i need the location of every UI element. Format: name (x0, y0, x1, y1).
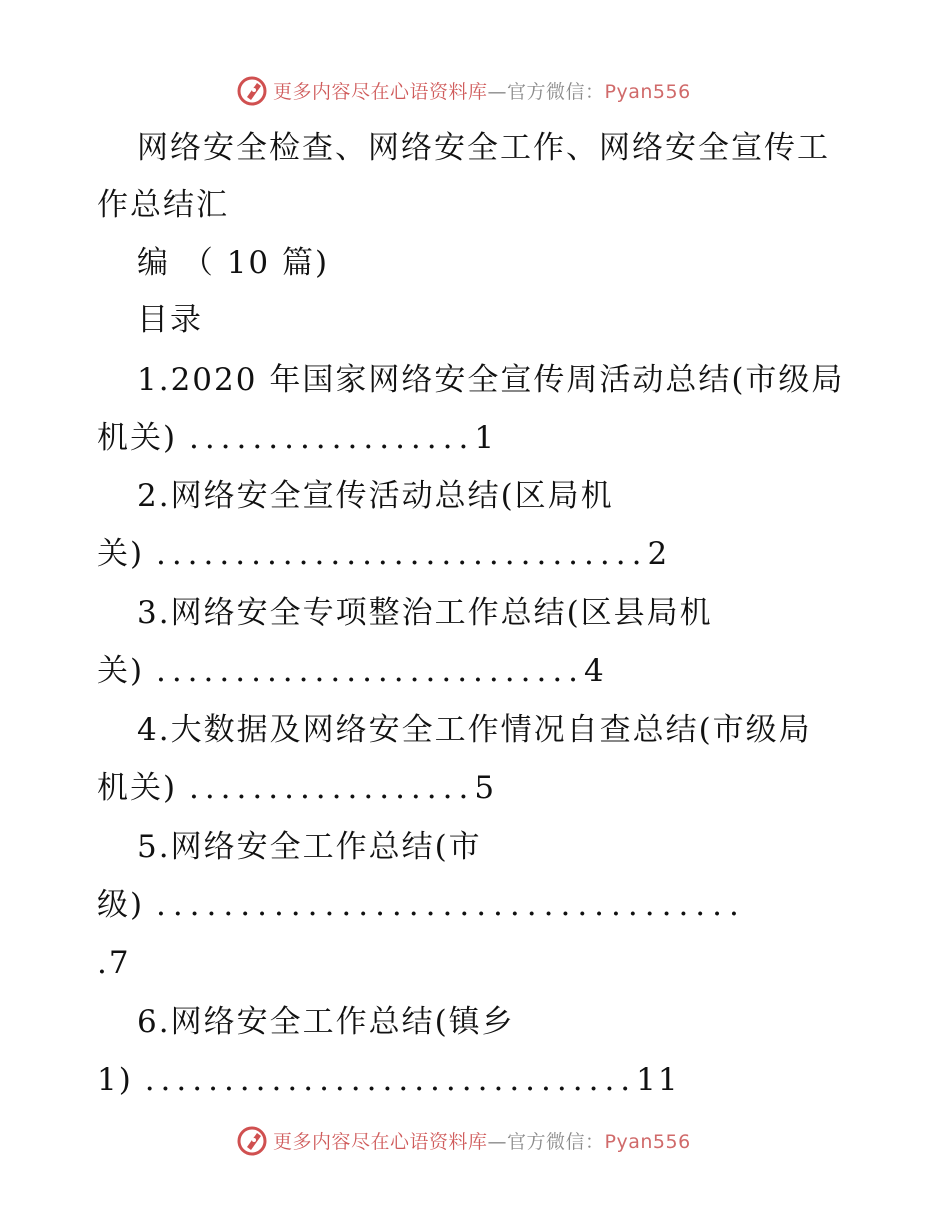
toc-page-number: 11 (636, 1062, 680, 1098)
doc-title-line-1: 网络安全检查、网络安全工作、网络安全宣传工 (137, 130, 830, 166)
toc-entry-1-title[interactable]: 1.2020 年国家网络安全宣传周活动总结(市级局 (137, 362, 845, 398)
toc-page-number: 1 (474, 420, 497, 456)
toc-heading: 目录 (137, 302, 203, 338)
toc-entry-4-title[interactable]: 4.大数据及网络安全工作情况自查总结(市级局 (137, 712, 812, 748)
watermark-text (273, 77, 691, 104)
toc-entry-3-title[interactable]: 3.网络安全专项整治工作总结(区县局机 (137, 595, 713, 631)
toc-entry-5-title[interactable]: 5.网络安全工作总结(市 (137, 829, 482, 865)
watermark-official: 官方微信： (507, 80, 605, 103)
watermark-header (235, 72, 691, 108)
toc-entry-6-tail[interactable]: 1) ...............................11 (97, 1062, 680, 1098)
watermark-dash: — (487, 80, 508, 103)
pen-nib-logo-icon (235, 1123, 269, 1157)
toc-page-number: 2 (647, 536, 670, 572)
doc-title-line-3: 编 （ 10 篇) (137, 245, 330, 281)
toc-entry-4-tail[interactable]: 机关) ..................5 (97, 770, 497, 806)
pen-nib-logo-icon (235, 73, 269, 107)
doc-title-line-2: 作总结汇 (97, 187, 229, 223)
toc-leader-dots: .................. (188, 420, 475, 456)
toc-entry-1-tail[interactable]: 机关) ..................1 (97, 420, 497, 456)
toc-leader-dots: ............................... (144, 1062, 637, 1098)
watermark-text (273, 1127, 691, 1154)
watermark-brand: Pyan556 (604, 80, 691, 103)
toc-leader-dots: ............................... (155, 536, 648, 572)
toc-page-number: 5 (474, 770, 497, 806)
toc-leader-dots: ........................... (155, 653, 585, 689)
watermark-brand: Pyan556 (604, 1130, 691, 1153)
toc-entry-2-tail[interactable]: 关) ...............................2 (97, 536, 670, 572)
toc-entry-6-title[interactable]: 6.网络安全工作总结(镇乡 (137, 1004, 515, 1040)
watermark-footer (235, 1122, 691, 1158)
toc-entry-5-page[interactable]: .7 (97, 945, 131, 981)
toc-entry-2-title[interactable]: 2.网络安全宣传活动总结(区局机 (137, 478, 614, 514)
watermark-main: 更多内容尽在心语资料库 (273, 1130, 488, 1153)
toc-leader-dots: .................. (188, 770, 475, 806)
watermark-dash: — (487, 1130, 508, 1153)
toc-entry-3-tail[interactable]: 关) ...........................4 (97, 653, 606, 689)
toc-page-number: 4 (584, 653, 606, 689)
toc-leader-dots: ................................... (155, 887, 746, 923)
watermark-main: 更多内容尽在心语资料库 (273, 80, 488, 103)
toc-entry-5-tail[interactable]: 级) ................................... (97, 887, 746, 923)
watermark-official: 官方微信： (507, 1130, 605, 1153)
